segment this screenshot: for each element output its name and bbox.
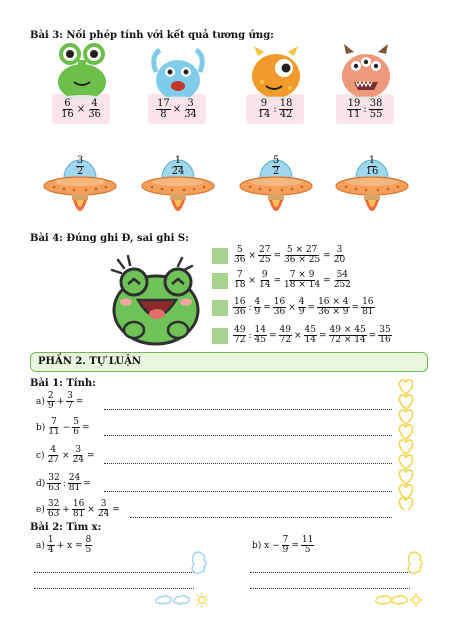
denominator: 5 bbox=[85, 545, 92, 555]
denominator: 72 bbox=[279, 335, 291, 345]
ufo-fraction bbox=[238, 156, 314, 177]
cloud-decoration-left bbox=[152, 548, 212, 610]
numerator: 3 bbox=[76, 155, 84, 166]
fraction bbox=[254, 298, 262, 317]
denominator: 18 × 14 bbox=[284, 280, 321, 290]
bai4-title: Bài 4: Đúng ghi Đ, sai ghi S: bbox=[30, 233, 189, 244]
fraction bbox=[273, 298, 286, 317]
fraction bbox=[329, 326, 367, 345]
numerator: 4 bbox=[298, 297, 305, 307]
numerator: 6 bbox=[64, 97, 71, 109]
operator: : bbox=[273, 103, 277, 115]
numerator: 7 bbox=[236, 270, 243, 280]
fraction bbox=[72, 418, 80, 437]
monster-card bbox=[52, 42, 114, 124]
item-label: d) bbox=[36, 478, 46, 489]
operator: = bbox=[273, 250, 281, 261]
bai1-item bbox=[34, 418, 92, 437]
operator: : bbox=[363, 103, 367, 115]
fraction bbox=[233, 298, 246, 317]
numerator: 3 bbox=[336, 245, 343, 255]
operator: = bbox=[268, 330, 277, 341]
operator: − bbox=[62, 422, 71, 433]
answer-line[interactable] bbox=[104, 490, 392, 492]
fraction bbox=[283, 271, 321, 290]
numerator: 2 bbox=[47, 391, 54, 401]
numerator: 9 bbox=[261, 270, 268, 280]
fraction bbox=[72, 500, 85, 519]
numerator: 11 bbox=[301, 535, 314, 545]
denominator: 42 bbox=[279, 108, 293, 120]
denominator: 11 bbox=[48, 427, 60, 437]
numerator: 24 bbox=[68, 473, 81, 483]
fraction bbox=[258, 246, 271, 265]
ufo-card bbox=[238, 152, 314, 222]
numerator: 5 bbox=[272, 155, 280, 166]
denominator: 20 bbox=[333, 255, 346, 265]
fraction bbox=[66, 392, 74, 411]
ufo-fraction bbox=[140, 156, 216, 177]
fraction bbox=[47, 392, 55, 411]
denominator: 2 bbox=[76, 166, 84, 177]
fraction bbox=[365, 156, 380, 177]
operator: + bbox=[62, 504, 70, 515]
fraction bbox=[97, 500, 110, 519]
numerator: 1 bbox=[174, 155, 182, 166]
answer-line[interactable] bbox=[104, 408, 392, 410]
answer-box[interactable] bbox=[212, 273, 228, 289]
item-label: b) x − bbox=[252, 540, 280, 551]
denominator: 6 bbox=[73, 427, 80, 437]
blue-monster-icon bbox=[148, 42, 208, 100]
denominator: 11 bbox=[347, 108, 361, 120]
denominator: 36 bbox=[273, 307, 286, 317]
item-label: c) bbox=[36, 450, 45, 461]
denominator: 36 × 9 bbox=[318, 307, 349, 317]
orange-monster-icon bbox=[246, 42, 306, 100]
denominator: 36 bbox=[234, 307, 246, 317]
ufo-card bbox=[334, 152, 410, 222]
numerator: 19 bbox=[347, 97, 361, 109]
operator: × bbox=[172, 103, 182, 115]
operator: = bbox=[291, 540, 299, 551]
numerator: 7 bbox=[282, 535, 289, 545]
denominator: 9 bbox=[47, 401, 54, 411]
numerator: 16 bbox=[273, 297, 286, 307]
numerator: 5 bbox=[73, 417, 80, 427]
denominator: 16 bbox=[365, 166, 379, 177]
fraction bbox=[156, 99, 171, 120]
operator: × bbox=[62, 450, 70, 461]
bai2-item-b bbox=[250, 536, 314, 555]
denominator: 72 × 14 bbox=[329, 335, 366, 345]
numerator: 4 bbox=[254, 297, 261, 307]
fraction bbox=[60, 99, 75, 120]
denominator: 36 bbox=[234, 255, 246, 265]
ufo-row bbox=[42, 152, 422, 232]
operator: + x = bbox=[56, 540, 83, 551]
denominator: 24 bbox=[97, 509, 110, 519]
operator: : bbox=[248, 330, 252, 341]
operator: : bbox=[62, 478, 66, 489]
denominator: 63 bbox=[48, 483, 60, 493]
denominator: 16 bbox=[61, 108, 74, 120]
numerator: 16 bbox=[72, 499, 85, 509]
frog-image bbox=[104, 254, 208, 350]
operator: = bbox=[318, 330, 327, 341]
operator: = bbox=[368, 330, 377, 341]
ufo-card bbox=[140, 152, 216, 222]
fraction bbox=[76, 156, 84, 177]
numerator: 45 bbox=[304, 325, 316, 335]
numerator: 54 bbox=[336, 270, 349, 280]
numerator: 16 bbox=[362, 297, 374, 307]
bai2-title: Bài 2: Tìm x: bbox=[30, 522, 102, 533]
numerator: 38 bbox=[369, 97, 383, 109]
denominator: 252 bbox=[333, 280, 351, 290]
fraction bbox=[333, 271, 352, 290]
numerator: 49 bbox=[234, 325, 246, 335]
tf-statement bbox=[212, 271, 352, 290]
bai1-item bbox=[34, 474, 93, 493]
laughing-frog-icon bbox=[104, 254, 208, 350]
tf-statement bbox=[212, 326, 392, 345]
operator: + bbox=[56, 396, 65, 407]
operator: = bbox=[323, 275, 331, 286]
operator: = bbox=[273, 275, 281, 286]
heart-border bbox=[396, 378, 416, 510]
operator: × bbox=[87, 504, 95, 515]
numerator: 32 bbox=[48, 473, 60, 483]
bai1-item bbox=[34, 500, 122, 519]
denominator: 16 bbox=[379, 335, 391, 345]
answer-line[interactable] bbox=[130, 516, 392, 518]
denominator: 9 bbox=[298, 307, 305, 317]
numerator: 7 × 9 bbox=[289, 270, 315, 280]
fraction bbox=[378, 326, 391, 345]
numerator: 35 bbox=[379, 325, 391, 335]
denominator: 9 bbox=[254, 307, 261, 317]
denominator: 55 bbox=[369, 108, 383, 120]
denominator: 81 bbox=[362, 307, 374, 317]
denominator: 63 bbox=[47, 509, 60, 519]
denominator: 24 bbox=[171, 166, 185, 177]
fraction bbox=[279, 99, 294, 120]
answer-box[interactable] bbox=[212, 328, 228, 344]
fraction bbox=[72, 446, 85, 465]
tf-statement bbox=[212, 298, 375, 317]
bai1-item bbox=[34, 446, 97, 465]
fraction bbox=[183, 99, 198, 120]
fraction bbox=[333, 246, 346, 265]
numerator: 9 bbox=[260, 97, 268, 109]
fraction bbox=[301, 536, 314, 555]
fraction bbox=[283, 246, 321, 265]
fraction bbox=[171, 156, 186, 177]
denominator: 14 bbox=[257, 108, 271, 120]
denominator: 18 bbox=[234, 280, 246, 290]
denominator: 72 bbox=[234, 335, 246, 345]
fraction bbox=[47, 446, 60, 465]
numerator: 3 bbox=[67, 391, 73, 401]
numerator: 4 bbox=[91, 97, 98, 109]
denominator: 2 bbox=[272, 166, 280, 177]
denominator: 81 bbox=[72, 509, 85, 519]
denominator: 8 bbox=[160, 108, 167, 120]
numerator: 18 bbox=[279, 97, 293, 109]
fraction bbox=[272, 156, 280, 177]
operator: = bbox=[323, 250, 331, 261]
fraction bbox=[258, 271, 271, 290]
ufo-fraction bbox=[334, 156, 410, 177]
operator: = bbox=[112, 504, 120, 515]
numerator: 1 bbox=[47, 535, 54, 545]
fraction bbox=[369, 99, 384, 120]
fraction bbox=[47, 500, 60, 519]
bai1-item bbox=[34, 392, 85, 411]
operator: = bbox=[83, 478, 91, 489]
item-label: b) bbox=[36, 422, 46, 433]
denominator: 27 bbox=[47, 455, 60, 465]
numerator: 14 bbox=[254, 325, 266, 335]
ufo-card bbox=[42, 152, 118, 222]
numerator: 8 bbox=[85, 535, 92, 545]
item-label: a) bbox=[36, 396, 45, 407]
answer-box[interactable] bbox=[212, 300, 228, 316]
numerator: 3 bbox=[187, 97, 194, 109]
denominator: 5 bbox=[304, 545, 311, 555]
operator: = bbox=[82, 422, 90, 433]
denominator: 34 bbox=[184, 108, 197, 120]
denominator: 36 bbox=[88, 108, 101, 120]
numerator: 5 bbox=[236, 245, 243, 255]
fraction bbox=[47, 536, 55, 555]
numerator: 16 × 4 bbox=[318, 297, 349, 307]
fraction bbox=[233, 326, 246, 345]
denominator: 7 bbox=[67, 401, 73, 411]
operator: × bbox=[76, 103, 86, 115]
operator: × bbox=[293, 330, 302, 341]
fraction bbox=[85, 536, 93, 555]
numerator: 3 bbox=[100, 499, 107, 509]
heart-chain-icon bbox=[396, 378, 416, 510]
answer-box[interactable] bbox=[212, 248, 228, 264]
green-alien-icon bbox=[52, 42, 112, 100]
pink-monster-icon bbox=[336, 42, 396, 100]
ufo-fraction bbox=[42, 156, 118, 177]
numerator: 4 bbox=[50, 445, 57, 455]
cloud-sun-icon bbox=[372, 548, 432, 610]
fraction bbox=[47, 418, 60, 437]
numerator: 7 bbox=[51, 417, 57, 427]
fraction bbox=[254, 326, 267, 345]
fraction bbox=[87, 99, 102, 120]
bai1-title: Bài 1: Tính: bbox=[30, 378, 96, 389]
numerator: 49 bbox=[279, 325, 291, 335]
numerator: 49 × 45 bbox=[329, 325, 366, 335]
numerator: 17 bbox=[157, 97, 170, 109]
fraction bbox=[47, 474, 60, 493]
bai3-title: Bài 3: Nối phép tính với kết quả tương ứng: bbox=[30, 30, 274, 41]
fraction bbox=[298, 298, 306, 317]
operator: × bbox=[248, 275, 256, 286]
answer-line[interactable] bbox=[104, 434, 392, 436]
fraction bbox=[347, 99, 362, 120]
item-label: a) bbox=[36, 540, 45, 551]
item-label: e) bbox=[36, 504, 45, 515]
bai2-item-a bbox=[34, 536, 92, 555]
numerator: 27 bbox=[259, 245, 271, 255]
numerator: 1 bbox=[368, 155, 376, 166]
operator: × bbox=[288, 302, 296, 313]
fraction bbox=[257, 99, 272, 120]
denominator: 45 bbox=[254, 335, 266, 345]
operator: = bbox=[307, 302, 316, 313]
operator: = bbox=[351, 302, 360, 313]
fraction bbox=[233, 246, 246, 265]
monster-card bbox=[148, 42, 210, 124]
phan2-section-bar: PHẦN 2. TỰ LUẬN bbox=[30, 352, 428, 372]
monster-card bbox=[336, 42, 398, 124]
denominator: 24 bbox=[72, 455, 85, 465]
denominator: 14 bbox=[259, 280, 271, 290]
denominator: 9 bbox=[282, 545, 289, 555]
answer-line[interactable] bbox=[104, 462, 392, 464]
cloud-decoration-right bbox=[372, 548, 432, 610]
denominator: 36 × 25 bbox=[284, 255, 321, 265]
fraction bbox=[233, 271, 246, 290]
operator: : bbox=[248, 302, 252, 313]
fraction bbox=[317, 298, 349, 317]
denominator: 25 bbox=[259, 255, 271, 265]
fraction bbox=[279, 326, 292, 345]
operator: = bbox=[75, 396, 84, 407]
numerator: 32 bbox=[47, 499, 60, 509]
tf-statement bbox=[212, 246, 346, 265]
fraction bbox=[282, 536, 290, 555]
denominator: 4 bbox=[47, 545, 54, 555]
fraction bbox=[304, 326, 317, 345]
numerator: 3 bbox=[75, 445, 82, 455]
fraction bbox=[68, 474, 81, 493]
fraction bbox=[361, 298, 374, 317]
numerator: 16 bbox=[234, 297, 246, 307]
operator: × bbox=[248, 250, 256, 261]
operator: = bbox=[87, 450, 95, 461]
monster-card bbox=[246, 42, 308, 124]
cloud-sun-icon bbox=[152, 548, 212, 610]
monster-row bbox=[52, 42, 412, 132]
operator: = bbox=[263, 302, 271, 313]
denominator: 81 bbox=[68, 483, 81, 493]
denominator: 14 bbox=[304, 335, 316, 345]
numerator: 5 × 27 bbox=[286, 245, 318, 255]
